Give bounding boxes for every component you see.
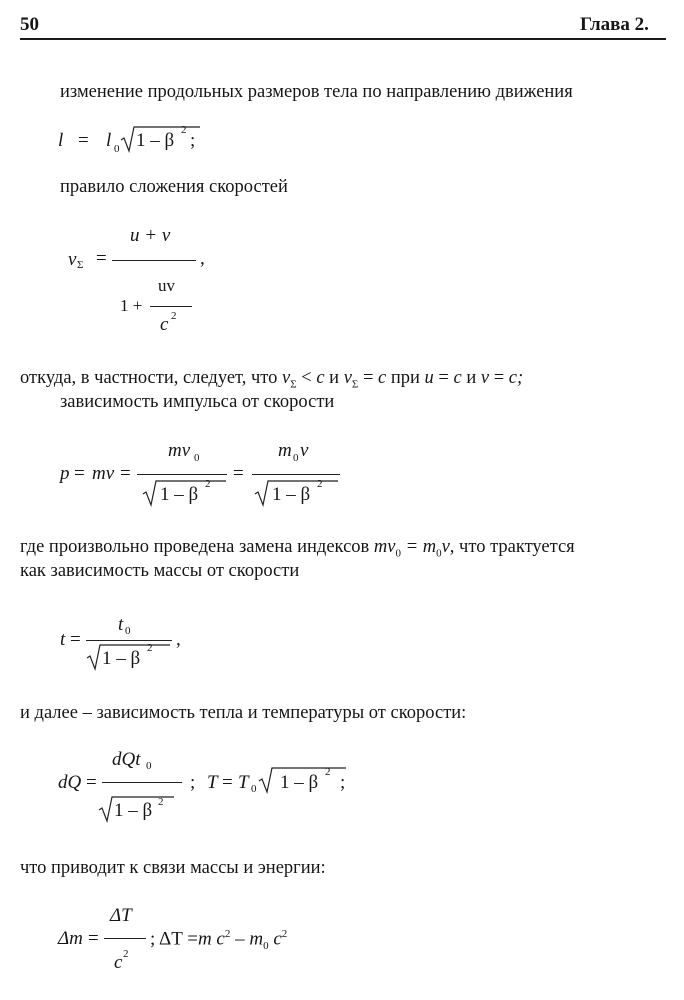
chapter-title: Глава 2. (580, 14, 649, 35)
text-mass-velocity: где произвольно проведена замена индексов $mv_0 = m_0v$, что трактуется (20, 537, 575, 560)
fraction-bar (86, 640, 172, 641)
text-mass-velocity-cont: как зависимость массы от скорости (20, 561, 300, 581)
fraction-bar (112, 260, 196, 261)
header-rule (20, 38, 666, 40)
fraction-bar (137, 474, 227, 475)
text-velocity-limit: откуда, в частности, следует, что $v_\Sigma < c$ и $v_\Sigma = c$ при u = c и v = c; (20, 368, 524, 391)
text-momentum: зависимость импульса от скорости (60, 392, 335, 412)
text-mass-energy: что приводит к связи массы и энергии: (20, 858, 326, 878)
text-length-contraction: изменение продольных размеров тела по направлению движения (60, 82, 573, 102)
text-heat-temperature: и далее – зависимость тепла и температуры от скорости: (20, 703, 467, 723)
fraction-bar (102, 782, 182, 783)
fraction-bar (150, 306, 192, 307)
text-velocity-addition: правило сложения скоростей (60, 177, 288, 197)
fraction-bar (252, 474, 340, 475)
fraction-bar (104, 938, 146, 939)
page-number: 50 (20, 14, 39, 35)
